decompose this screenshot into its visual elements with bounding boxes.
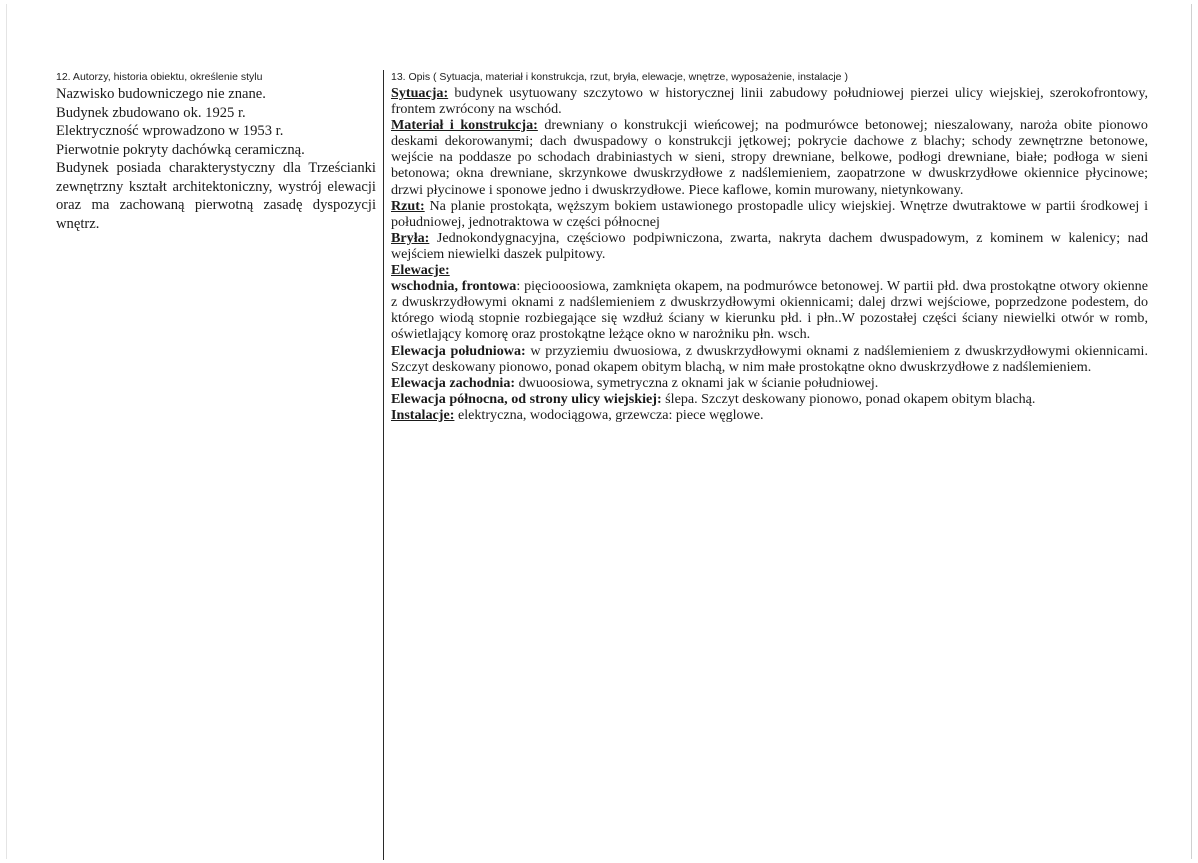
poludniowa-paragraph (391, 343, 1148, 375)
zachodnia-label: Elewacja zachodnia: (391, 374, 516, 391)
material-label: Materiał i konstrukcja: (391, 117, 538, 134)
wschodnia-label: wschodnia, frontowa (391, 278, 517, 295)
polnocna-text: ślepa. Szczyt deskowany pionowo, ponad okapem obitym blachą. (661, 390, 1036, 407)
rzut-label: Rzut: (391, 197, 425, 214)
wschodnia-text: : pięciooosiowa, zamknięta okapem, na podmurówce betonowej. W partii płd. dwa prostokątne otwory okienne z dwuskrzydłowymi oknami z nadślemieniem z dwuskrzydłowymi okiennicami; dalej drzwi wejściowe, poprzedzone podestem, do którego wiodą stopnie rozbiegające się wzdłuż ściany w kierunku płd. i płn..W pozostałej części ściany niewielki otwór w romb, oświetlający komorę oraz prostokątne leżące okno w narożniku płn. wsch. (391, 278, 1148, 343)
material-paragraph (391, 117, 1148, 197)
character-paragraph: Budynek posiada charakterystyczny dla Trześcianki zewnętrzny kształt architektoniczny, wystrój elewacji oraz ma zachowaną pierwotną zasadę dyspozycji wnętrz. (56, 160, 376, 232)
instalacje-label: Instalacje: (391, 406, 455, 423)
rzut-paragraph (391, 198, 1148, 230)
polnocna-paragraph (391, 391, 1148, 407)
authors-history-section (56, 71, 376, 233)
instalacje-text: elektryczna, wodociągowa, grzewcza: piece węglowe. (454, 406, 764, 423)
material-text: drewniany o konstrukcji wieńcowej; na podmurówce betonowej; nieszalowany, naroża obite pionowo deskami dekorowanymi; dach dwuspadowy o konstrukcji jętkowej; pokrycie dachowe z blachy; schody zewnętrzne betonowe, wejście na poddasze po schodach drabiniastych w sieni, stropy drewniane, belkowe, podłogi drewniane, białe; podłoga w sieni betonowa; okna drewniane, skrzynkowe dwuskrzydłowe z nadślemieniem, zaopatrzone w dwuskrzydłowe okiennice płycinowe; drzwi płycinowe i sponowe jedno i dwuskrzydłowe. Piece kaflowe, komin murowany, nietynkowany. (391, 117, 1148, 198)
wschodnia-paragraph (391, 278, 1148, 342)
instalacje-paragraph (391, 407, 1148, 423)
sytuacja-paragraph (391, 85, 1148, 117)
zachodnia-paragraph (391, 375, 1148, 391)
builder-name-line: Nazwisko budowniczego nie znane. (56, 86, 266, 102)
column-divider (383, 70, 384, 860)
bryla-text: Jednokondygnacyjna, częściowo podpiwniczona, zwarta, nakryta dachem dwuspadowym, z kominem w kalenicy; nad wejściem niewielki daszek pulpitowy. (391, 229, 1148, 262)
zachodnia-text: dwuoosiowa, symetryczna z oknami jak w ścianie południowej. (515, 374, 879, 391)
section-12-header: 12. Autorzy, historia obiektu, określenie stylu (56, 71, 263, 83)
roof-original-line: Pierwotnie pokryty dachówką ceramiczną. (56, 141, 305, 158)
bryla-label: Bryła: (391, 229, 430, 246)
poludniowa-label: Elewacja południowa: (391, 342, 526, 359)
description-section (391, 71, 1148, 423)
build-year-line: Budynek zbudowano ok. 1925 r. (56, 104, 246, 121)
sytuacja-label: Sytuacja: (391, 85, 449, 101)
elewacje-heading-line (391, 262, 1148, 278)
section-13-header: 13. Opis ( Sytuacja, materiał i konstrukcja, rzut, bryła, elewacje, wnętrze, wyposażenie, instalacje ) (391, 71, 848, 83)
poludniowa-text: w przyziemiu dwuosiowa, z dwuskrzydłowymi oknami z nadślemieniem z dwuskrzydłowymi okiennicami. Szczyt deskowany pionowo, ponad okapem obitym blachą, w nim małe prostokątne okno dwuskrzydłowe z nadślemieniem. (391, 342, 1148, 375)
electricity-line: Elektryczność wprowadzono w 1953 r. (56, 123, 284, 139)
polnocna-label: Elewacja północna, od strony ulicy wiejskiej: (391, 390, 662, 407)
sytuacja-text: budynek usytuowany szczytowo w historycznej linii zabudowy południowej pierzei ulicy wiejskiej, szerokofrontowy, frontem zwrócony na wschód. (391, 85, 1148, 118)
bryla-paragraph (391, 230, 1148, 262)
elewacje-label: Elewacje: (391, 262, 450, 279)
rzut-text: Na planie prostokąta, węższym bokiem ustawionego prostopadle ulicy wiejskiej. Wnętrze dwutraktowe w partii środkowej i południowej, jednotraktowa w części północnej (391, 197, 1148, 230)
